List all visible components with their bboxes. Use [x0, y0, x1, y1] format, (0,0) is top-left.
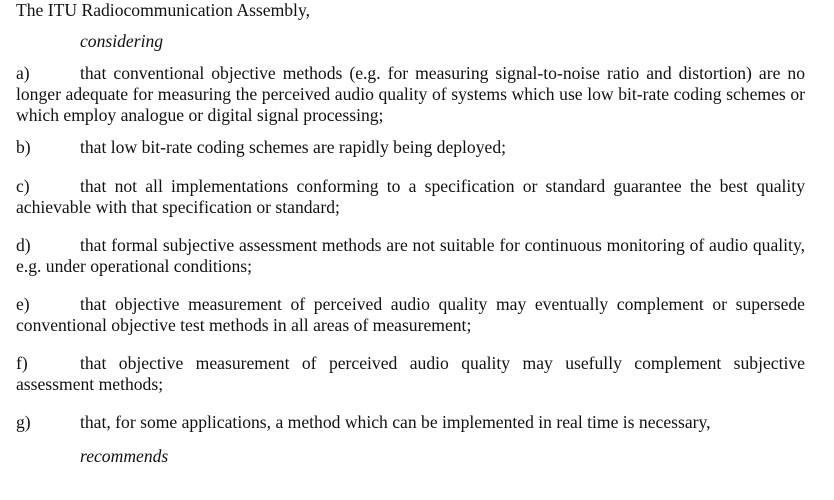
- considering-item-c: [16, 176, 805, 218]
- item-letter: a): [16, 63, 30, 83]
- item-letter: f): [16, 353, 28, 373]
- document-body: [16, 0, 805, 467]
- item-text: that objective measurement of perceived audio quality may usefully complement subjective assessment methods;: [16, 353, 805, 394]
- considering-heading: considering: [80, 31, 164, 51]
- considering-item-b: [16, 137, 805, 158]
- considering-item-a: [16, 63, 805, 126]
- item-text: that formal subjective assessment methods are not suitable for continuous monitoring of audio quality, e.g. under operational conditions;: [16, 235, 805, 276]
- considering-item-f: [16, 353, 805, 395]
- considering-item-d: [16, 235, 805, 277]
- item-text: that, for some applications, a method which can be implemented in real time is necessary,: [80, 412, 711, 432]
- considering-item-g: [16, 412, 805, 433]
- item-letter: d): [16, 235, 31, 255]
- item-letter: c): [16, 176, 30, 196]
- recommends-heading: recommends: [80, 446, 169, 466]
- item-letter: g): [16, 412, 31, 432]
- considering-item-e: [16, 294, 805, 336]
- item-text: that low bit-rate coding schemes are rapidly being deployed;: [80, 137, 507, 157]
- item-text: that not all implementations conforming to a specification or standard guarantee the best quality achievable with that specification or standard;: [16, 176, 805, 217]
- item-letter: b): [16, 137, 31, 157]
- item-letter: e): [16, 294, 30, 314]
- intro-line: The ITU Radiocommunication Assembly,: [16, 0, 310, 20]
- item-text: that objective measurement of perceived audio quality may eventually complement or supersede conventional objective test methods in all areas of measurement;: [16, 294, 805, 335]
- item-text: that conventional objective methods (e.g. for measuring signal-to-noise ratio and distortion) are no longer adequate for measuring the perceived audio quality of systems which use low bit-rate coding schemes or which employ analogue or digital signal processing;: [16, 63, 805, 125]
